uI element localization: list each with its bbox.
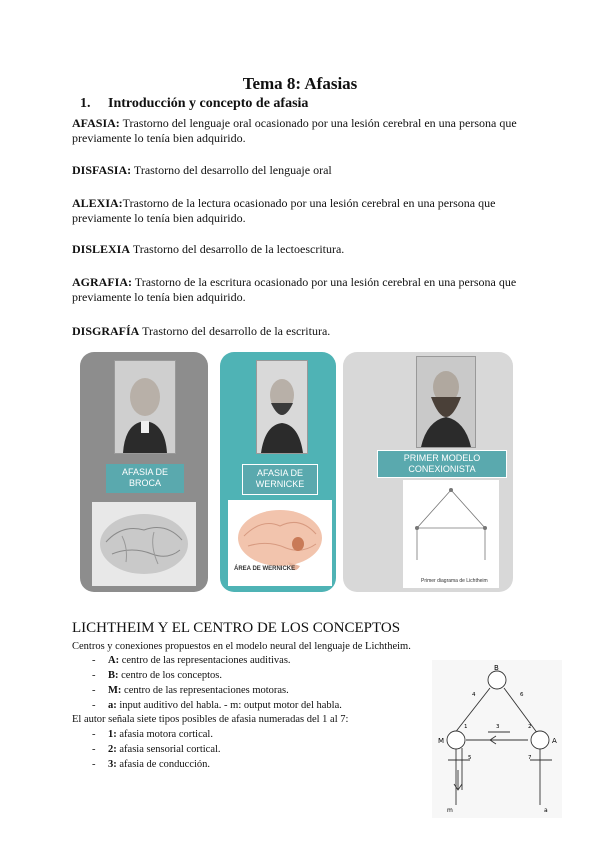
wernicke-portrait [256, 360, 308, 454]
section-title: Introducción y concepto de afasia [108, 96, 309, 111]
edge-label-1: 1 [464, 724, 468, 730]
label-node-a-input: a [544, 807, 548, 814]
definition-agrafia: AGRAFIA: Trastorno de la escritura ocasionado por una lesión cerebral en una persona que previamente lo tenía bien adquirido. [72, 275, 517, 304]
label-node-m: M [438, 737, 445, 745]
node-b [488, 671, 506, 689]
broca-portrait [114, 360, 176, 454]
panel-lichtheim [343, 352, 513, 592]
edge-label-5: 5 [468, 755, 472, 761]
center-item-m: - M: centro de las representaciones motoras. [92, 685, 289, 696]
label-node-m-output: m [447, 807, 453, 814]
label-node-a: A [552, 737, 557, 745]
definition-alexia: ALEXIA:Trastorno de la lectura ocasionado por una lesión cerebral en una persona que previamente lo tenía bien adquirido. [72, 196, 496, 225]
type-item-2: - 2: afasia sensorial cortical. [92, 744, 221, 755]
label-afasia-broca: AFASIA DE BROCA [106, 464, 184, 493]
definition-disgrafia: DISGRAFÍA Trastorno del desarrollo de la escritura. [72, 324, 331, 338]
panel-wernicke [220, 352, 336, 592]
center-item-b: - B: centro de los conceptos. [92, 670, 223, 681]
panel-broca [80, 352, 208, 592]
types-intro: El autor señala siete tipos posibles de afasia numeradas del 1 al 7: [72, 714, 349, 725]
label-primer-modelo: PRIMER MODELO CONEXIONISTA [377, 450, 507, 478]
wernicke-area-caption: ÁREA DE WERNICKE [234, 566, 296, 572]
center-item-input-output: - a: input auditivo del habla. - m: output motor del habla. [92, 700, 342, 711]
label-afasia-wernicke: AFASIA DE WERNICKE [242, 464, 318, 495]
edge-label-4: 4 [472, 692, 476, 698]
section-number: 1. [80, 96, 91, 111]
page-title: Tema 8: Afasias [242, 74, 358, 93]
edge-label-6: 6 [520, 692, 524, 698]
brain-image-wernicke [228, 500, 332, 586]
definition-dislexia: DISLEXIA Trastorno del desarrollo de la lectoescritura. [72, 242, 345, 256]
node-m [447, 731, 465, 749]
node-a [531, 731, 549, 749]
lichtheim-intro: Centros y conexiones propuestos en el modelo neural del lenguaje de Lichtheim. [72, 641, 411, 652]
lichtheim-diagram-image [403, 480, 499, 588]
edge-label-3: 3 [496, 724, 500, 730]
type-item-3: - 3: afasia de conducción. [92, 759, 211, 770]
lichtheim-caption: Primer diagrama de Lichtheim [421, 578, 488, 584]
definition-afasia: AFASIA: Trastorno del lenguaje oral ocasionado por una lesión cerebral en una persona que previamente lo tenía bien adquirido. [72, 116, 517, 145]
edge-label-7: 7 [528, 755, 532, 761]
center-item-a: - A: centro de las representaciones auditivas. [92, 655, 291, 666]
type-item-1: - 1: afasia motora cortical. [92, 729, 213, 740]
brain-image-broca [92, 502, 196, 586]
lichtheim-diagram [432, 660, 562, 818]
definition-disfasia: DISFASIA: Trastorno del desarrollo del lenguaje oral [72, 163, 332, 177]
edge-label-2: 2 [528, 724, 532, 730]
section-heading-2: LICHTHEIM Y EL CENTRO DE LOS CONCEPTOS [72, 620, 401, 636]
section-heading-1 [80, 96, 308, 112]
label-node-b: B [494, 664, 499, 672]
lichtheim-portrait [416, 356, 476, 448]
